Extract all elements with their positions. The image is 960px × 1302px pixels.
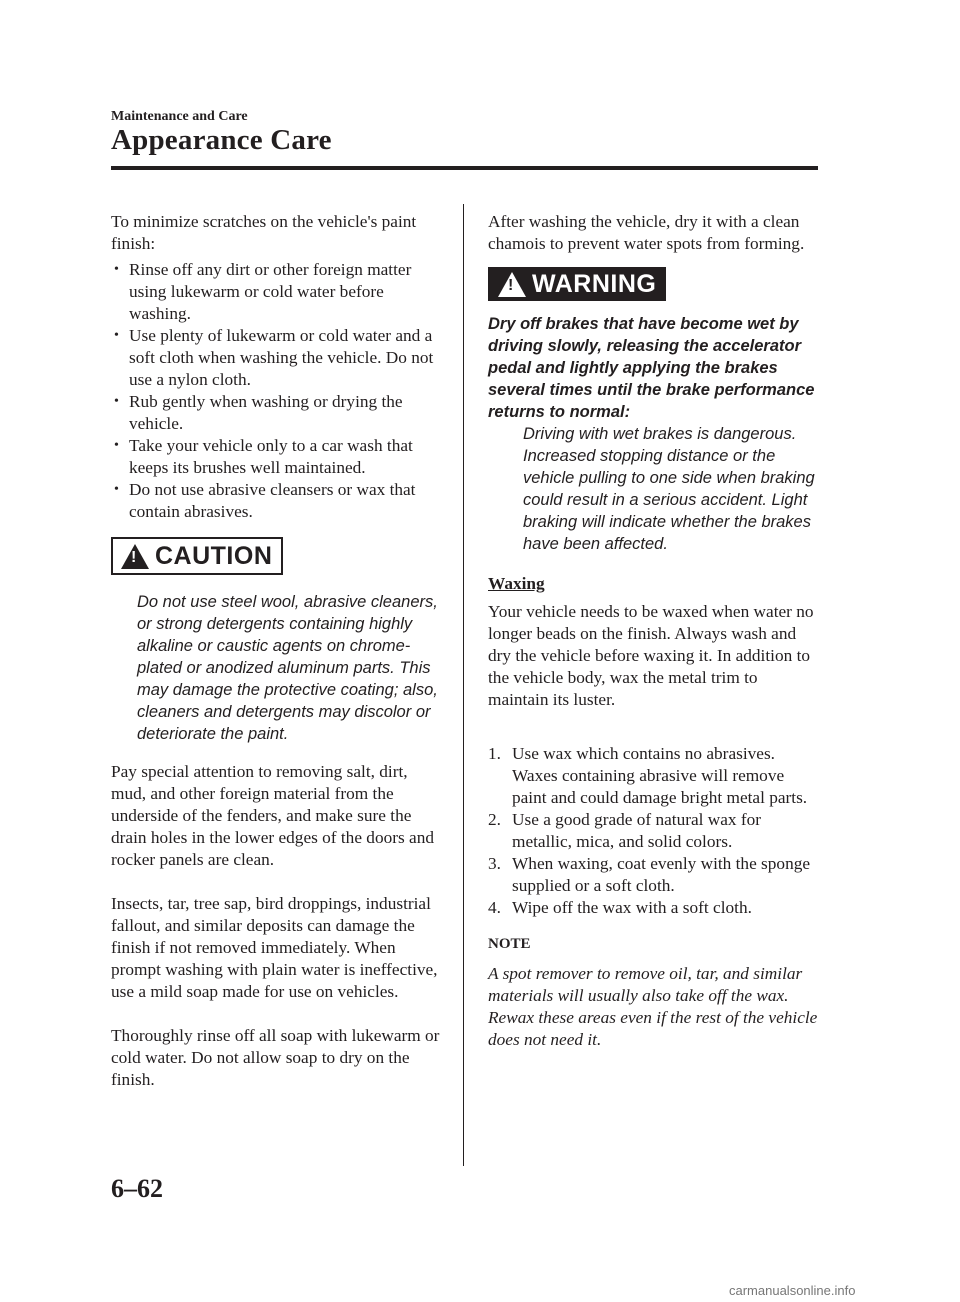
step-text: When waxing, coat evenly with the sponge supplied or a soft cloth. — [512, 853, 811, 895]
warning-triangle-icon: ! — [121, 544, 149, 569]
caution-text: Do not use steel wool, abrasive cleaners, or strong detergents containing highly alkaline or caustic agents on chrome-plated or anodized aluminum parts. This may damage the protective coating; also, cleaners and detergents may discolor or deteriorate the paint. — [137, 593, 438, 743]
intro-paragraph: To minimize scratches on the vehicle's paint finish: — [111, 212, 417, 253]
step-number: 2. — [488, 809, 501, 829]
bullet-icon: • — [114, 328, 119, 343]
list-item — [488, 853, 818, 897]
left-column — [111, 211, 441, 1091]
waxing-heading: Waxing — [488, 573, 545, 593]
caution-label: CAUTION — [155, 542, 273, 570]
list-item — [488, 743, 818, 809]
warning-triangle-icon: ! — [498, 272, 526, 297]
caution-box — [111, 537, 441, 745]
right-column — [488, 211, 818, 1051]
step-number: 1. — [488, 743, 501, 763]
section-label: Maintenance and Care — [111, 109, 248, 124]
step-number: 4. — [488, 897, 501, 917]
list-item-text: Use plenty of lukewarm or cold water and a soft cloth when washing the vehicle. Do not use a nylon cloth. — [129, 326, 434, 389]
list-item — [488, 809, 818, 853]
list-item — [111, 479, 441, 523]
note-label: NOTE — [488, 935, 531, 952]
warning-heading: Dry off brakes that have become wet by driving slowly, releasing the accelerator pedal and lightly applying the brakes several times until the brake performance returns to normal: — [488, 314, 815, 421]
header-rule — [111, 166, 818, 170]
bullet-icon: • — [114, 262, 119, 277]
note-text: A spot remover to remove oil, tar, and similar materials will usually also take off the wax. Rewax these areas even if the rest of the vehicle does not need it. — [488, 963, 818, 1049]
body-paragraph: Thoroughly rinse off all soap with lukewarm or cold water. Do not allow soap to dry on the finish. — [111, 1026, 440, 1089]
body-paragraph: Insects, tar, tree sap, bird droppings, industrial fallout, and similar deposits can damage the finish if not removed immediately. When prompt washing with plain water is ineffective, use a mild soap made for use on vehicles. — [111, 894, 438, 1001]
warning-badge — [488, 267, 666, 301]
list-item — [111, 325, 441, 391]
caution-badge — [111, 537, 283, 575]
list-item-text: Take your vehicle only to a car wash that keeps its brushes well maintained. — [129, 436, 413, 477]
page-title: Appearance Care — [111, 124, 332, 156]
watermark: carmanualsonline.info — [729, 1283, 856, 1298]
column-divider — [463, 204, 464, 1166]
list-item — [111, 391, 441, 435]
bullet-icon: • — [114, 394, 119, 409]
body-paragraph: Pay special attention to removing salt, dirt, mud, and other foreign material from the underside of the fenders, and make sure the drain holes in the lower edges of the doors and rocker panels are clean. — [111, 762, 434, 869]
step-text: Wipe off the wax with a soft cloth. — [512, 897, 752, 917]
list-item-text: Rub gently when washing or drying the vehicle. — [129, 392, 403, 433]
bullet-icon: • — [114, 482, 119, 497]
list-item — [111, 435, 441, 479]
warning-body: Driving with wet brakes is dangerous. Increased stopping distance or the vehicle pulling to one side when braking could result in a serious accident. Light braking will indicate whether the brakes have been affected. — [523, 424, 815, 553]
page-number: 6–62 — [111, 1174, 163, 1203]
warning-box — [488, 267, 818, 555]
warning-label: WARNING — [532, 270, 657, 298]
list-item-text: Rinse off any dirt or other foreign matter using lukewarm or cold water before washing. — [129, 260, 412, 323]
step-number: 3. — [488, 853, 501, 873]
bullet-icon: • — [114, 438, 119, 453]
list-item — [488, 897, 818, 919]
washing-tips-list — [111, 259, 441, 523]
waxing-intro: Your vehicle needs to be waxed when water no longer beads on the finish. Always wash and dry the vehicle before waxing it. In addition to the vehicle body, wax the metal trim to maintain its luster. — [488, 601, 814, 709]
list-item — [111, 259, 441, 325]
step-text: Use a good grade of natural wax for metallic, mica, and solid colors. — [512, 809, 762, 851]
waxing-steps-list — [488, 743, 818, 919]
step-text: Use wax which contains no abrasives. Waxes containing abrasive will remove paint and could damage bright metal parts. — [512, 743, 808, 807]
list-item-text: Do not use abrasive cleansers or wax that contain abrasives. — [129, 480, 416, 521]
drying-paragraph: After washing the vehicle, dry it with a clean chamois to prevent water spots from forming. — [488, 212, 805, 253]
